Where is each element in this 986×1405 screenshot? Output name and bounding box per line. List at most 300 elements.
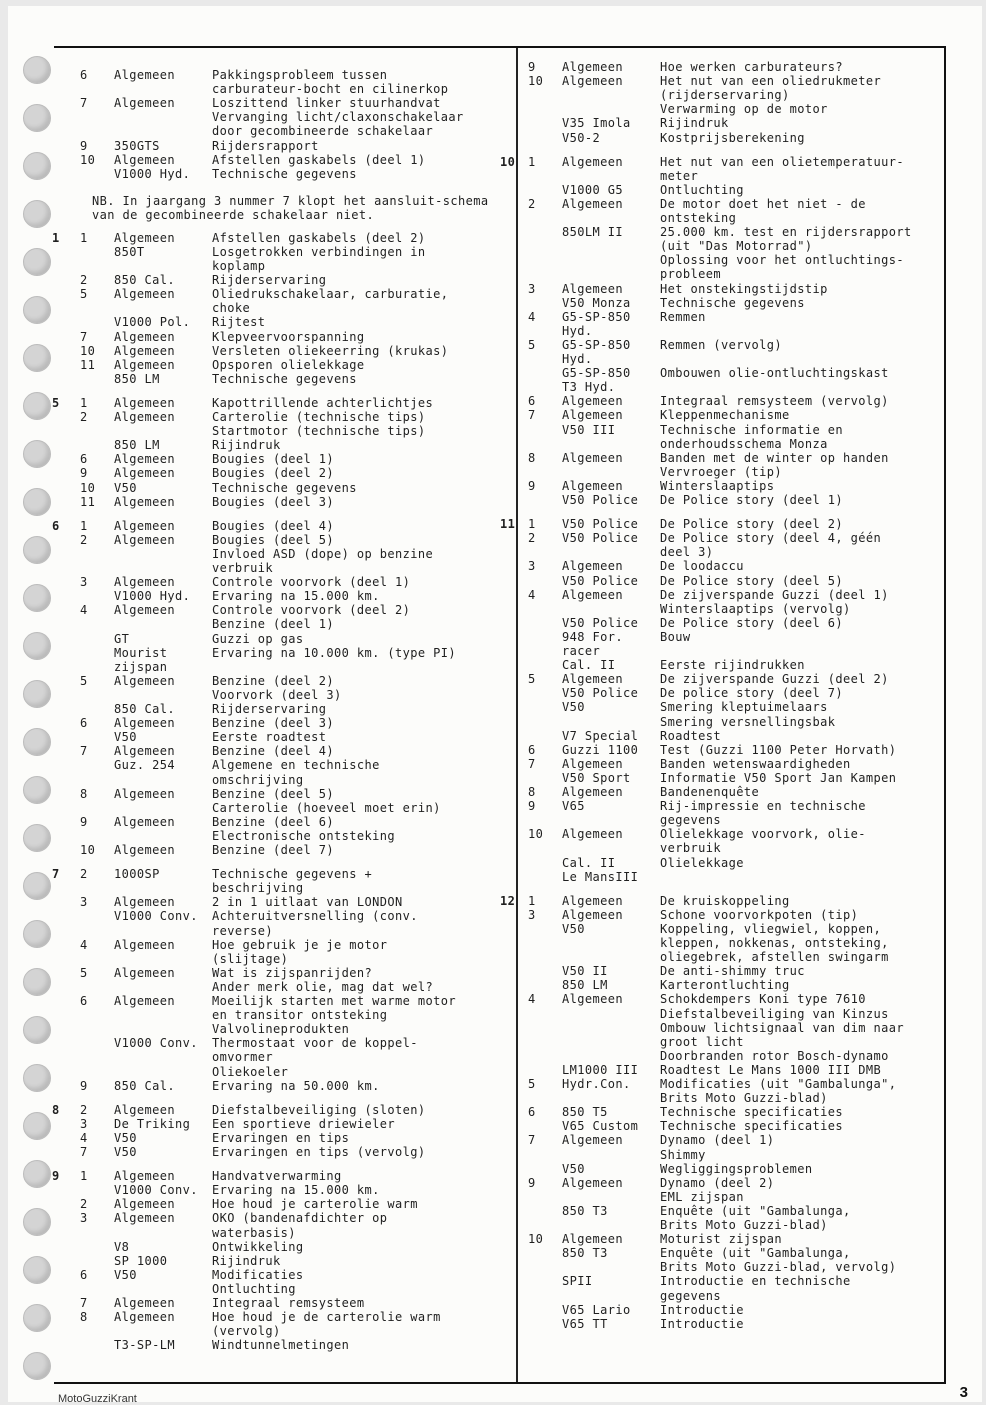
item-number — [80, 801, 114, 815]
index-row — [52, 952, 288, 966]
subject-model: Algemeen — [114, 744, 175, 759]
index-row — [500, 992, 866, 1006]
article-title: Rijindruk — [660, 116, 729, 131]
issue-number — [52, 533, 80, 547]
item-number — [80, 909, 114, 923]
item-number: 10 — [528, 74, 544, 89]
item-number: 8 — [528, 785, 536, 799]
article-title: Technische gegevens + — [212, 867, 373, 882]
index-row — [500, 1007, 889, 1021]
issue-number — [52, 829, 80, 843]
article-title: Achteruitversnelling (conv. — [212, 909, 418, 924]
issue-number — [52, 547, 80, 561]
article-title: Ontluchting — [660, 182, 744, 197]
subject-model: Algemeen — [562, 74, 623, 89]
item-number — [80, 688, 114, 702]
article-title: Vervroeger (tip) — [660, 464, 782, 479]
item-number: 6 — [80, 1267, 88, 1282]
issue-number — [500, 380, 528, 394]
issue-number: 1 — [52, 230, 60, 245]
subject-model — [114, 561, 212, 575]
index-row — [500, 1317, 744, 1331]
issue-number — [52, 1254, 80, 1268]
issue-number — [500, 408, 528, 422]
item-number: 2 — [80, 532, 88, 547]
index-row — [500, 1105, 843, 1119]
subject-model: Algemeen — [562, 559, 623, 574]
subject-model: Algemeen — [114, 673, 175, 688]
article-title: Een sportieve driewieler — [212, 1116, 395, 1131]
issue-number — [500, 616, 528, 630]
index-row — [500, 88, 790, 102]
article-title: Rijderservaring — [212, 702, 327, 716]
index-row — [52, 424, 426, 438]
index-row — [500, 1246, 851, 1260]
issue-number — [500, 423, 528, 437]
index-row — [500, 574, 843, 588]
article-title: Winterslaaptips — [660, 478, 775, 493]
index-row — [500, 1204, 851, 1218]
item-number — [528, 1246, 562, 1260]
article-title: Benzine (deel 6) — [212, 814, 334, 829]
article-title: Carterolie (technische tips) — [212, 410, 426, 424]
subject-model — [114, 952, 212, 966]
issue-number — [52, 424, 80, 438]
item-number — [80, 1282, 114, 1296]
item-number — [528, 1119, 562, 1133]
item-number — [80, 315, 114, 329]
issue-number — [52, 124, 80, 138]
item-number — [528, 658, 562, 672]
subject-model — [562, 950, 660, 964]
item-number — [528, 602, 562, 616]
item-number: 5 — [80, 673, 88, 688]
article-title: Pakkingsprobleem tussen — [212, 68, 388, 82]
subject-model: Algemeen — [114, 68, 175, 82]
index-row — [500, 1218, 828, 1232]
subject-model — [562, 1035, 660, 1049]
index-row — [52, 1103, 426, 1117]
item-number — [80, 589, 114, 603]
article-title: Bougies (deel 3) — [212, 494, 334, 509]
issue-number — [500, 493, 528, 507]
index-row — [52, 1338, 349, 1352]
item-number — [80, 1240, 114, 1254]
issue-number — [500, 827, 528, 841]
index-row — [52, 966, 372, 980]
issue-number — [500, 1162, 528, 1176]
item-number — [528, 950, 562, 964]
item-number — [528, 644, 562, 658]
index-row — [500, 1119, 843, 1133]
item-number: 2 — [80, 867, 88, 882]
subject-model — [114, 1008, 212, 1022]
article-title: Bougies (deel 5) — [212, 532, 334, 547]
article-title: Ontwikkeling — [212, 1239, 304, 1254]
subject-model: V7 Special — [562, 728, 639, 743]
index-row — [52, 1131, 349, 1145]
article-title: Controle voorvork (deel 2) — [212, 603, 411, 618]
article-title: Ervaring na 50.000 km. — [212, 1078, 380, 1093]
item-number — [528, 253, 562, 267]
index-row — [500, 827, 866, 841]
issue-number — [500, 183, 528, 197]
subject-model: G5-SP-850 — [562, 366, 631, 381]
binding-ring — [23, 152, 51, 180]
item-number: 7 — [528, 1133, 536, 1148]
issue-number — [52, 994, 80, 1008]
item-number: 4 — [80, 603, 88, 618]
article-title: waterbasis) — [212, 1225, 296, 1240]
issue-number — [52, 273, 80, 287]
issue-number — [500, 116, 528, 130]
article-title: Koppeling, vliegwiel, koppen, — [660, 921, 882, 936]
subject-model: V50 Police — [562, 615, 639, 630]
subject-model: GT — [114, 631, 130, 646]
issue-number — [500, 743, 528, 757]
subject-model — [562, 841, 660, 855]
binding-ring — [23, 1304, 51, 1332]
index-row — [52, 344, 448, 358]
issue-number — [52, 688, 80, 702]
item-number: 8 — [80, 786, 88, 801]
article-title: Roadtest — [660, 728, 721, 743]
article-title: Moeilijk starten met warme motor — [212, 994, 456, 1008]
subject-model: V1000 G5 — [562, 182, 623, 197]
issue-number — [500, 856, 528, 870]
index-row — [52, 396, 433, 410]
index-row — [500, 253, 904, 267]
subject-model — [562, 1260, 660, 1274]
subject-model: SPII — [562, 1274, 593, 1289]
index-row — [52, 938, 387, 952]
issue-number — [52, 730, 80, 744]
subject-model — [562, 1021, 660, 1035]
index-row — [500, 517, 843, 531]
subject-model: 850LM II — [562, 225, 623, 240]
index-row — [500, 1162, 813, 1176]
subject-model: Algemeen — [562, 281, 623, 296]
right-rule — [944, 46, 946, 1384]
subject-model — [114, 1065, 212, 1079]
index-row — [500, 169, 698, 183]
index-row — [500, 338, 782, 352]
index-row — [52, 617, 334, 631]
index-row — [52, 632, 304, 646]
index-row — [52, 1145, 426, 1159]
subject-model: 850 LM — [562, 978, 608, 993]
index-row — [52, 716, 334, 730]
index-row — [500, 1232, 782, 1246]
issue-number — [52, 1211, 80, 1225]
item-number: 3 — [528, 907, 536, 922]
issue-number — [500, 630, 528, 644]
subject-model: Cal. II — [562, 658, 616, 673]
issue-number — [52, 358, 80, 372]
index-row — [52, 358, 365, 372]
article-title: Benzine (deel 1) — [212, 617, 334, 632]
item-number: 2 — [528, 196, 536, 211]
item-number — [528, 978, 562, 992]
index-row — [52, 96, 441, 110]
subject-model — [562, 465, 660, 479]
article-title: Valvolineprodukten — [212, 1022, 350, 1037]
issue-number: 9 — [52, 1169, 60, 1184]
article-title: (slijtage) — [212, 951, 289, 966]
subject-model: 850 Cal. — [114, 1078, 175, 1093]
article-title: De motor doet het niet - de — [660, 196, 866, 211]
index-row — [52, 744, 334, 758]
subject-model — [562, 88, 660, 102]
index-row — [52, 1050, 273, 1064]
index-row — [52, 829, 395, 843]
article-title: Ander merk olie, mag dat wel? — [212, 979, 434, 994]
item-number — [528, 1091, 562, 1105]
subject-model — [114, 617, 212, 631]
issue-number — [500, 950, 528, 964]
index-row — [500, 394, 889, 408]
index-row — [52, 702, 326, 716]
issue-number — [500, 757, 528, 771]
subject-model — [562, 1007, 660, 1021]
article-title: Thermostaat voor de koppel- — [212, 1036, 418, 1051]
index-row — [52, 575, 410, 589]
index-row — [500, 894, 790, 908]
item-number: 4 — [80, 1130, 88, 1145]
binding-ring — [23, 1208, 51, 1236]
subject-model: V1000 Conv. — [114, 909, 198, 924]
subject-model: Algemeen — [562, 587, 623, 602]
article-title: omvormer — [212, 1050, 273, 1065]
index-row — [52, 481, 357, 495]
subject-model — [562, 813, 660, 827]
issue-number — [500, 310, 528, 324]
issue-number — [52, 1296, 80, 1310]
subject-model: V50 — [562, 1161, 585, 1176]
issue-number: 6 — [52, 518, 60, 533]
index-row — [52, 867, 372, 881]
article-title: (rijderservaring) — [660, 88, 790, 103]
article-title: Kapottrillende achterlichtjes — [212, 395, 434, 410]
item-number — [80, 1008, 114, 1022]
subject-model — [562, 239, 660, 253]
issue-number — [52, 895, 80, 909]
item-number — [528, 423, 562, 437]
article-title: Brits Moto Guzzi-blad) — [660, 1091, 828, 1106]
issue-number — [52, 1145, 80, 1159]
subject-model: 850 T5 — [562, 1105, 608, 1120]
subject-model — [562, 1190, 660, 1204]
index-row — [52, 301, 250, 315]
article-title: Handvatverwarming — [212, 1169, 342, 1184]
index-row — [52, 466, 334, 480]
subject-model: V8 — [114, 1239, 130, 1254]
index-row — [500, 225, 912, 239]
binding-ring — [23, 1016, 51, 1044]
issue-number — [52, 952, 80, 966]
article-title: De Police story (deel 5) — [660, 573, 843, 588]
index-row — [500, 451, 889, 465]
subject-model: V35 Imola — [562, 116, 631, 131]
subject-model: Algemeen — [114, 410, 175, 424]
subject-model: Algemeen — [114, 494, 175, 509]
index-row — [52, 1268, 304, 1282]
item-number — [528, 574, 562, 588]
item-number — [80, 438, 114, 452]
binding-ring — [23, 824, 51, 852]
subject-model: Algemeen — [114, 1310, 175, 1325]
issue-number — [500, 197, 528, 211]
item-number — [528, 1274, 562, 1288]
subject-model: Le MansIII — [562, 869, 639, 884]
index-row — [52, 495, 334, 509]
subject-model: V50 II — [562, 964, 608, 979]
issue-number — [52, 801, 80, 815]
article-title: Algemene en technische — [212, 758, 380, 773]
item-number — [528, 1162, 562, 1176]
index-row — [52, 547, 433, 561]
article-title: Introductie — [660, 1316, 744, 1331]
article-title: Hoe gebruik je je motor — [212, 937, 388, 952]
article-title: Eerste rijindrukken — [660, 658, 805, 673]
article-title: Bougies (deel 4) — [212, 518, 334, 533]
index-row — [52, 730, 326, 744]
issue-number — [500, 1260, 528, 1274]
issue-number — [52, 1197, 80, 1211]
binding-ring — [23, 440, 51, 468]
subject-model: Cal. II — [562, 855, 616, 870]
article-title: (vervolg) — [212, 1324, 281, 1339]
index-row — [52, 167, 357, 181]
article-title: Banden met de winter op handen — [660, 450, 889, 465]
subject-model — [114, 688, 212, 702]
issue-number — [500, 545, 528, 559]
index-row — [500, 908, 858, 922]
item-number: 1 — [528, 154, 536, 169]
index-row — [52, 153, 426, 167]
item-number — [528, 437, 562, 451]
index-row — [500, 799, 866, 813]
issue-number — [500, 1289, 528, 1303]
subject-model: 850 T3 — [562, 1203, 608, 1218]
index-row — [500, 658, 805, 672]
item-number: 7 — [80, 1145, 88, 1159]
binding-ring — [23, 56, 51, 84]
item-number — [80, 547, 114, 561]
index-row — [52, 82, 448, 96]
issue-number — [500, 1246, 528, 1260]
item-number — [80, 561, 114, 575]
article-title: Technische gegevens — [212, 480, 357, 495]
index-row — [500, 211, 736, 225]
subject-model: Algemeen — [114, 843, 175, 857]
subject-model — [562, 102, 660, 116]
issue-number — [500, 1007, 528, 1021]
binding-ring — [23, 200, 51, 228]
issue-number — [500, 324, 528, 338]
subject-model: V50 — [562, 921, 585, 936]
subject-model: 1000SP — [114, 867, 160, 882]
article-title: Schone voorvorkpoten (tip) — [660, 907, 859, 922]
article-title: Moturist zijspan — [660, 1232, 782, 1247]
item-number — [528, 922, 562, 936]
subject-model: G5-SP-850 — [562, 309, 631, 324]
item-number: 9 — [528, 60, 536, 74]
subject-model: De Triking — [114, 1116, 191, 1131]
issue-number — [500, 451, 528, 465]
index-row — [500, 437, 828, 451]
article-title: Smering versnellingsbak — [660, 714, 836, 729]
item-number: 8 — [528, 450, 536, 465]
subject-model — [562, 1218, 660, 1232]
index-row — [52, 980, 433, 994]
subject-model — [562, 715, 660, 729]
index-row — [500, 813, 721, 827]
issue-number — [52, 1240, 80, 1254]
subject-model: V1000 Conv. — [114, 1183, 198, 1198]
issue-number — [500, 978, 528, 992]
index-row — [500, 729, 721, 743]
item-number — [528, 813, 562, 827]
index-row — [500, 1077, 896, 1091]
item-number — [528, 616, 562, 630]
issue-number — [500, 1077, 528, 1091]
index-row — [500, 324, 660, 338]
article-title: gegevens — [660, 813, 721, 828]
index-row — [52, 315, 265, 329]
index-row — [500, 630, 691, 644]
item-number — [528, 352, 562, 366]
subject-model — [114, 980, 212, 994]
index-row — [500, 602, 851, 616]
index-row — [500, 950, 889, 964]
subject-model: Algemeen — [562, 907, 623, 922]
index-row — [500, 267, 721, 281]
index-row — [500, 183, 744, 197]
issue-number — [52, 330, 80, 344]
article-title: Rijdersrapport — [212, 138, 319, 153]
issue-number — [500, 1119, 528, 1133]
subject-model: V50 Police — [562, 493, 639, 507]
subject-model: Algemeen — [562, 1133, 623, 1148]
issue-number — [500, 437, 528, 451]
subject-model: V50-2 — [562, 130, 601, 145]
issue-number — [52, 909, 80, 923]
item-number — [528, 1260, 562, 1274]
subject-model: T3-SP-LM — [114, 1338, 175, 1353]
index-row — [500, 1274, 851, 1288]
subject-model: Algemeen — [562, 1175, 623, 1190]
binding-ring — [23, 1256, 51, 1284]
item-number — [528, 380, 562, 394]
index-row — [52, 533, 334, 547]
article-title: Technische informatie en — [660, 422, 843, 437]
item-number: 4 — [528, 992, 536, 1007]
issue-number — [52, 924, 80, 938]
article-title: Diefstalbeveiliging van Kinzus — [660, 1006, 889, 1021]
article-title: Afstellen gaskabels (deel 2) — [212, 230, 426, 245]
item-number: 11 — [80, 494, 96, 509]
item-number — [80, 1036, 114, 1050]
index-row — [52, 1324, 281, 1338]
issue-number — [500, 169, 528, 183]
subject-model — [562, 1049, 660, 1063]
index-row — [500, 1021, 904, 1035]
item-number: 5 — [80, 965, 88, 980]
index-row — [500, 743, 896, 757]
item-number — [528, 211, 562, 225]
bottom-rule — [54, 1382, 946, 1384]
